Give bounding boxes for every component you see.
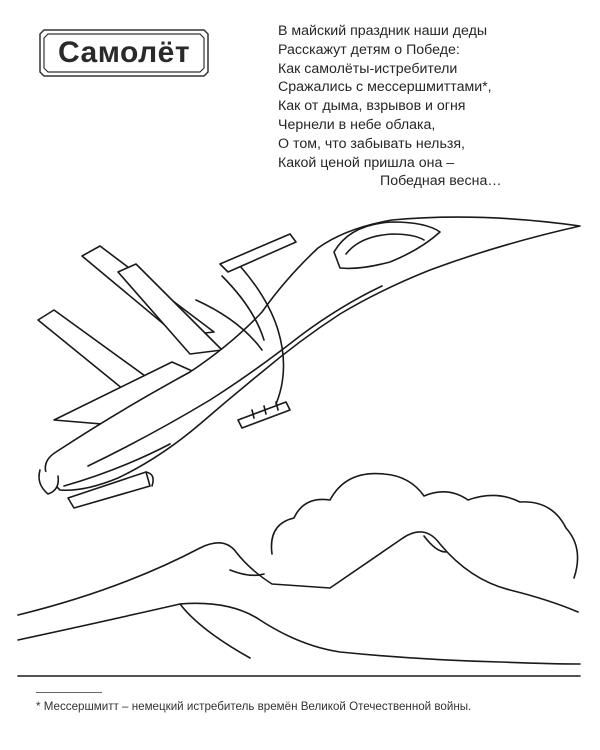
fighter-jet [38,217,580,508]
poem-line: Какой ценой пришла она – [278,154,455,171]
poem-line: В майский праздник наши деды [278,23,488,39]
poem-line: Сражались с мессершмиттами*, [278,79,492,96]
poem-line: Как от дыма, взрывов и огня [278,98,466,115]
poem-last-line: Победная весна… [380,173,502,190]
poem-line: Чернели в небе облака, [278,116,436,133]
title-plaque [38,28,210,78]
poem-line: Как самолёты-истребители [278,60,458,77]
footnote-divider [36,692,102,693]
footnote: * Мессершмитт – немецкий истребитель времён Великой Отечественной войны. [36,700,472,713]
poem-line: О том, что забывать нельзя, [278,135,465,152]
poem-line: Расскажут детям о Победе: [278,41,460,58]
poem [278,22,578,191]
page-title: Самолёт [57,36,191,69]
cloud [271,474,577,578]
mountains [18,532,580,676]
coloring-illustration [0,200,600,690]
